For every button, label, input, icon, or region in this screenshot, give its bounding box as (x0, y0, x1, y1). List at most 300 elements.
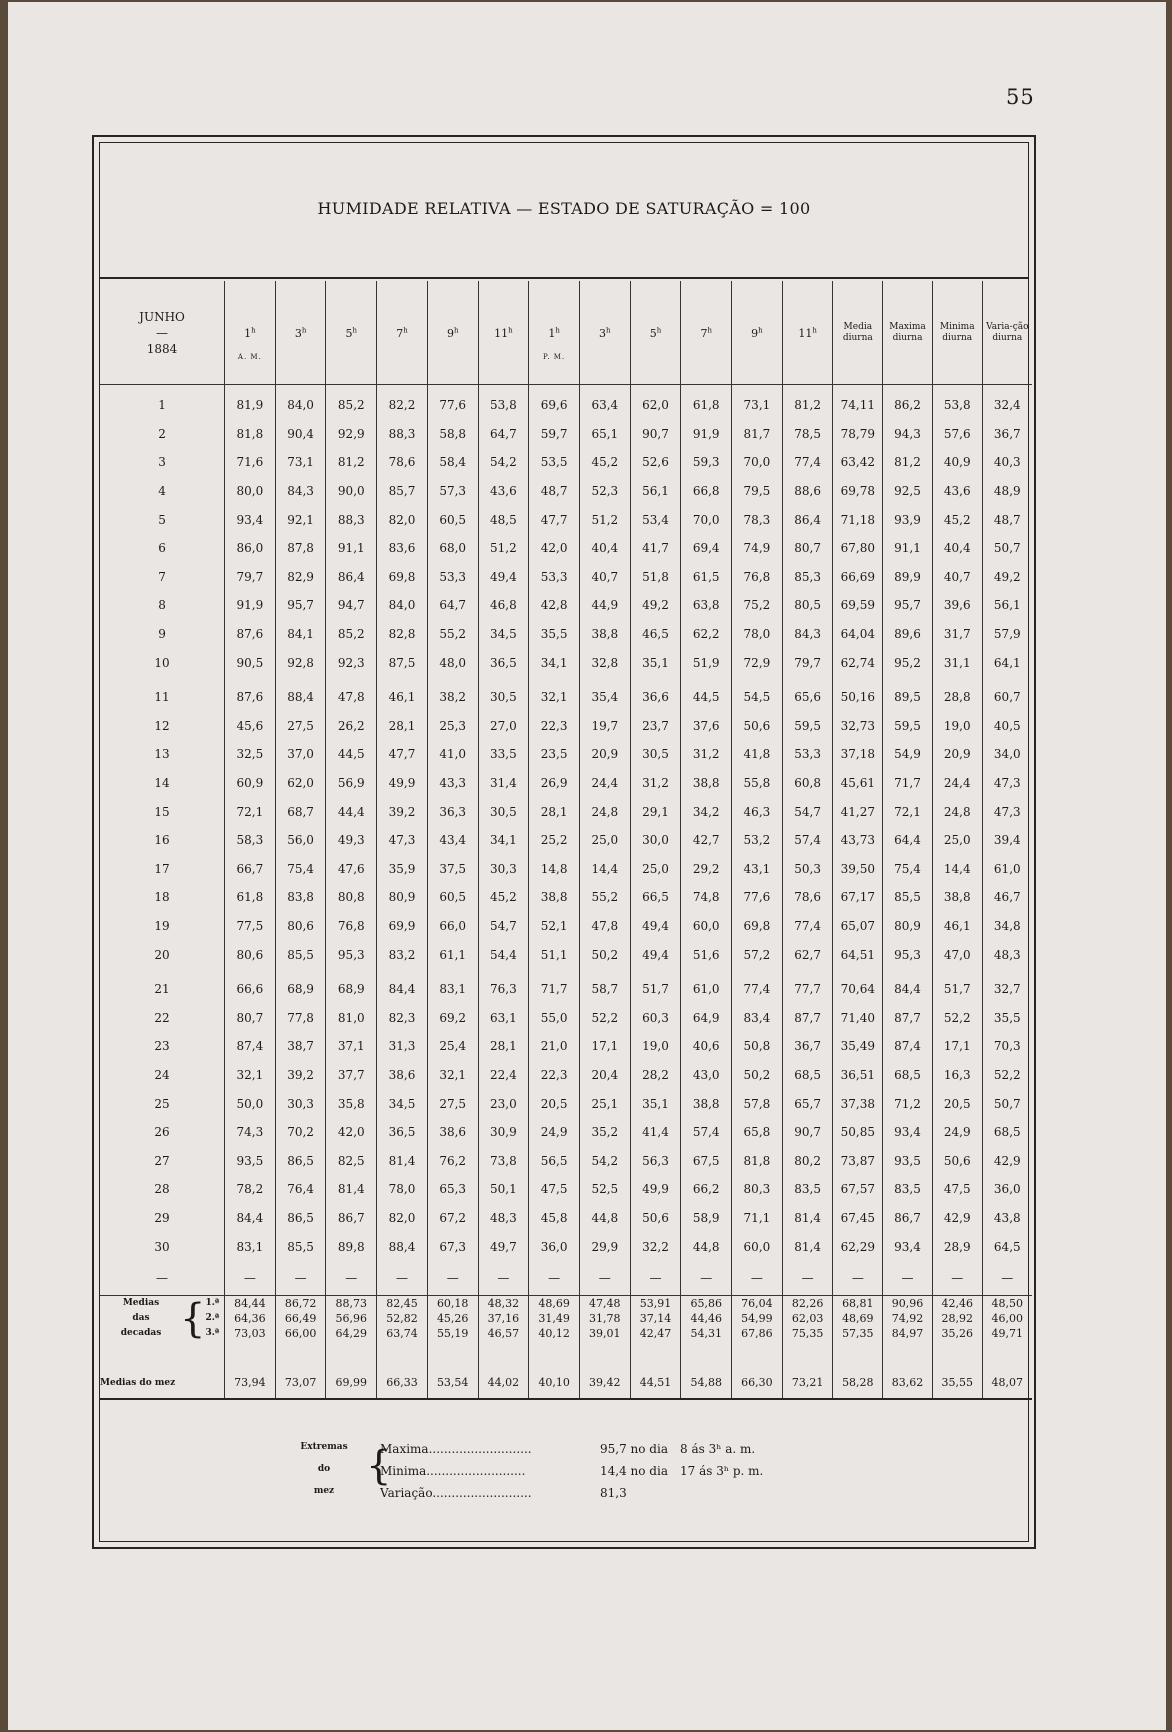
table-row (100, 1175, 1032, 1204)
hour-header (377, 281, 428, 385)
value-cell: 34,5 (377, 1089, 428, 1118)
hour-label: 1$^h$ (244, 325, 256, 340)
value-cell: 68,9 (326, 975, 377, 1004)
extreme-name: Minima.......................... (380, 1464, 526, 1478)
value-cell: 93,4 (883, 1232, 933, 1261)
spacer-cell (932, 1342, 982, 1368)
value-cell: 78,5 (782, 420, 833, 449)
dash-cell: — (275, 1261, 326, 1296)
day-cell: 5 (158, 512, 166, 527)
value-cell: 50,85 (833, 1118, 883, 1147)
decade-mean-cell (478, 1295, 529, 1342)
value-cell: 59,3 (681, 448, 732, 477)
value-cell: 87,6 (225, 620, 276, 649)
dash-cell: — (982, 1261, 1032, 1296)
value-cell: 40,6 (681, 1032, 732, 1061)
year-label: 1884 (146, 341, 178, 356)
value-cell: 60,5 (427, 883, 478, 912)
value-cell: 55,0 (529, 1003, 580, 1032)
value-cell: 91,1 (326, 534, 377, 563)
table-row (100, 797, 1032, 826)
value-cell: 95,7 (275, 591, 326, 620)
value-cell: 34,5 (478, 620, 529, 649)
value-cell: 14,4 (932, 855, 982, 884)
hour-label: 9$^h$ (446, 325, 459, 340)
day-cell: 7 (158, 569, 166, 584)
hour-header (326, 281, 377, 385)
decade-mean-cell (529, 1295, 580, 1342)
value-cell: 32,1 (529, 683, 580, 712)
value-cell: 29,2 (681, 855, 732, 884)
value-cell: 81,4 (782, 1232, 833, 1261)
value-cell: 45,61 (833, 769, 883, 798)
value-cell: 53,4 (630, 505, 681, 534)
decade-mean-value: 54,99 (741, 1312, 773, 1326)
value-cell: 17,1 (579, 1032, 630, 1061)
value-cell: 80,0 (225, 477, 276, 506)
value-cell: 23,0 (478, 1089, 529, 1118)
day-cell: 12 (154, 718, 170, 733)
value-cell: 43,0 (681, 1061, 732, 1090)
decade-mean-value: 31,78 (589, 1312, 621, 1326)
value-cell: 40,9 (932, 448, 982, 477)
hour-header (478, 281, 529, 385)
day-cell: 1 (158, 398, 166, 413)
value-cell: 53,2 (732, 826, 783, 855)
value-cell: 50,1 (478, 1175, 529, 1204)
value-cell: 91,9 (681, 420, 732, 449)
value-cell: 52,5 (579, 1175, 630, 1204)
value-cell: 88,3 (377, 420, 428, 449)
value-cell: 59,7 (529, 420, 580, 449)
value-cell: 32,1 (427, 1061, 478, 1090)
value-cell: 68,5 (982, 1118, 1032, 1147)
value-cell: 78,6 (377, 448, 428, 477)
value-cell: 83,4 (732, 1003, 783, 1032)
value-cell: 34,1 (478, 826, 529, 855)
value-cell: 45,2 (478, 883, 529, 912)
value-cell: 47,7 (529, 505, 580, 534)
value-cell: 90,5 (225, 648, 276, 677)
value-cell: 87,6 (225, 683, 276, 712)
value-cell: 56,5 (529, 1146, 580, 1175)
value-cell: 51,1 (529, 940, 580, 969)
value-cell: 62,2 (681, 620, 732, 649)
hour-header (630, 281, 681, 385)
value-cell: 65,7 (782, 1089, 833, 1118)
value-cell: 35,1 (630, 648, 681, 677)
value-cell: 36,0 (982, 1175, 1032, 1204)
value-cell: 78,0 (732, 620, 783, 649)
value-cell: 47,3 (982, 769, 1032, 798)
value-cell: 73,1 (275, 448, 326, 477)
decade-mean-value: 90,96 (891, 1297, 924, 1311)
value-cell: 35,49 (833, 1032, 883, 1061)
value-cell: 40,4 (579, 534, 630, 563)
value-cell: 84,1 (275, 620, 326, 649)
value-cell: 26,2 (326, 712, 377, 741)
value-cell: 46,8 (478, 591, 529, 620)
value-cell: 49,4 (478, 563, 529, 592)
value-cell: 47,3 (377, 826, 428, 855)
day-cell: 28 (154, 1182, 170, 1197)
day-cell: 25 (154, 1096, 170, 1111)
value-cell: 41,8 (732, 740, 783, 769)
value-cell: 40,4 (932, 534, 982, 563)
month-mean-cell: 58,28 (833, 1368, 883, 1399)
extremes-label-2: do (317, 1464, 331, 1474)
stat-header (932, 281, 982, 385)
value-cell: 68,7 (275, 797, 326, 826)
dash-cell: — (782, 1261, 833, 1296)
value-cell: 77,5 (225, 912, 276, 941)
dash-cell: — (833, 1261, 883, 1296)
value-cell: 85,5 (275, 1232, 326, 1261)
value-cell: 63,8 (681, 591, 732, 620)
value-cell: 71,6 (225, 448, 276, 477)
day-cell: 16 (154, 833, 170, 848)
value-cell: 55,2 (427, 620, 478, 649)
value-cell: 42,8 (529, 591, 580, 620)
table-row (100, 1089, 1032, 1118)
extreme-value: 81,3 (600, 1486, 627, 1500)
value-cell: 48,7 (529, 477, 580, 506)
value-cell: 35,5 (982, 1003, 1032, 1032)
title-divider (100, 277, 1028, 279)
value-cell: 14,8 (529, 855, 580, 884)
decade-mean-value: 63,74 (386, 1327, 418, 1341)
value-cell: 38,2 (427, 683, 478, 712)
decade-mean-cell (732, 1295, 783, 1342)
decade-mean-value: 28,92 (941, 1312, 973, 1326)
value-cell: 95,7 (883, 591, 933, 620)
value-cell: 69,8 (732, 912, 783, 941)
value-cell: 69,2 (427, 1003, 478, 1032)
value-cell: 51,9 (681, 648, 732, 677)
decade-ordinal: 2.ª (205, 1313, 220, 1324)
value-cell: 80,9 (377, 883, 428, 912)
day-cell: 29 (154, 1210, 170, 1225)
decade-mean-value: 37,14 (639, 1312, 672, 1326)
dash-cell: — (377, 1261, 428, 1296)
spacer-cell (275, 1342, 326, 1368)
value-cell: 82,5 (326, 1146, 377, 1175)
value-cell: 77,4 (782, 448, 833, 477)
value-cell: 50,6 (932, 1146, 982, 1175)
value-cell: 34,0 (982, 740, 1032, 769)
value-cell: 61,0 (982, 855, 1032, 884)
value-cell: 72,9 (732, 648, 783, 677)
value-cell: 37,1 (326, 1032, 377, 1061)
value-cell: 86,5 (275, 1146, 326, 1175)
value-cell: 71,7 (529, 975, 580, 1004)
value-cell: 88,4 (377, 1232, 428, 1261)
value-cell: 25,4 (427, 1032, 478, 1061)
value-cell: 52,2 (932, 1003, 982, 1032)
value-cell: 53,3 (782, 740, 833, 769)
value-cell: 78,6 (782, 883, 833, 912)
value-cell: 37,38 (833, 1089, 883, 1118)
value-cell: 34,1 (529, 648, 580, 677)
value-cell: 25,0 (579, 826, 630, 855)
value-cell: 44,9 (579, 591, 630, 620)
value-cell: 49,7 (478, 1232, 529, 1261)
decade-mean-value: 82,45 (386, 1297, 418, 1311)
value-cell: 47,5 (529, 1175, 580, 1204)
value-cell: 56,1 (982, 591, 1032, 620)
value-cell: 46,3 (732, 797, 783, 826)
value-cell: 22,4 (478, 1061, 529, 1090)
value-cell: 52,2 (579, 1003, 630, 1032)
value-cell: 70,3 (982, 1032, 1032, 1061)
value-cell: 95,3 (326, 940, 377, 969)
value-cell: 48,9 (982, 477, 1032, 506)
day-cell: 23 (154, 1039, 170, 1054)
value-cell: 20,9 (579, 740, 630, 769)
value-cell: 46,1 (932, 912, 982, 941)
decade-mean-cell (982, 1295, 1032, 1342)
value-cell: 78,79 (833, 420, 883, 449)
decade-mean-cell (225, 1295, 276, 1342)
value-cell: 34,2 (681, 797, 732, 826)
value-cell: 48,5 (478, 505, 529, 534)
table-row (100, 1003, 1032, 1032)
spacer-cell (478, 1342, 529, 1368)
value-cell: 72,1 (883, 797, 933, 826)
value-cell: 80,7 (225, 1003, 276, 1032)
value-cell: 24,4 (579, 769, 630, 798)
value-cell: 38,7 (275, 1032, 326, 1061)
value-cell: 46,7 (982, 883, 1032, 912)
value-cell: 32,7 (982, 975, 1032, 1004)
spacer-cell (883, 1342, 933, 1368)
day-cell: 26 (154, 1125, 170, 1140)
dash-cell: — (579, 1261, 630, 1296)
value-cell: 43,3 (427, 769, 478, 798)
value-cell: 43,1 (732, 855, 783, 884)
value-cell: 30,5 (478, 683, 529, 712)
day-cell: 8 (158, 598, 166, 613)
decade-mean-value: 42,46 (941, 1297, 973, 1311)
value-cell: 53,3 (427, 563, 478, 592)
value-cell: 45,6 (225, 712, 276, 741)
value-cell: 31,4 (478, 769, 529, 798)
value-cell: 50,0 (225, 1089, 276, 1118)
value-cell: 31,7 (932, 620, 982, 649)
table-row (100, 769, 1032, 798)
value-cell: 84,4 (225, 1204, 276, 1233)
table-row (100, 883, 1032, 912)
value-cell: 89,9 (883, 563, 933, 592)
value-cell: 37,5 (427, 855, 478, 884)
value-cell: 84,0 (275, 391, 326, 420)
stat-header (833, 281, 883, 385)
month-mean-cell: 83,62 (883, 1368, 933, 1399)
value-cell: 51,2 (579, 505, 630, 534)
value-cell: 87,5 (377, 648, 428, 677)
value-cell: 80,8 (326, 883, 377, 912)
value-cell: 26,9 (529, 769, 580, 798)
value-cell: 23,5 (529, 740, 580, 769)
value-cell: 28,1 (529, 797, 580, 826)
extreme-value: 14,4 no dia (600, 1464, 668, 1478)
value-cell: 50,7 (982, 534, 1032, 563)
spacer-cell (630, 1342, 681, 1368)
value-cell: 77,6 (427, 391, 478, 420)
value-cell: 39,2 (377, 797, 428, 826)
value-cell: 30,3 (478, 855, 529, 884)
hour-label: 5$^h$ (649, 325, 662, 340)
value-cell: 40,7 (579, 563, 630, 592)
value-cell: 24,9 (932, 1118, 982, 1147)
table-row (100, 1032, 1032, 1061)
value-cell: 75,4 (883, 855, 933, 884)
value-cell: 48,0 (427, 648, 478, 677)
decade-mean-value: 47,48 (589, 1297, 621, 1311)
table-row (100, 391, 1032, 420)
decade-mean-value: 82,26 (791, 1297, 824, 1311)
value-cell: 32,8 (579, 648, 630, 677)
value-cell: 43,73 (833, 826, 883, 855)
extremes-label-1: Extremas (300, 1442, 348, 1452)
table-row (100, 1118, 1032, 1147)
decade-mean-cell (681, 1295, 732, 1342)
table-row (100, 712, 1032, 741)
stat-label: Media diurna (842, 321, 873, 343)
decade-mean-value: 55,19 (436, 1327, 469, 1341)
value-cell: 92,1 (275, 505, 326, 534)
decade-mean-value: 84,97 (891, 1327, 924, 1341)
value-cell: 44,8 (681, 1232, 732, 1261)
value-cell: 92,3 (326, 648, 377, 677)
value-cell: 74,8 (681, 883, 732, 912)
value-cell: 37,18 (833, 740, 883, 769)
value-cell: 42,0 (529, 534, 580, 563)
value-cell: 49,4 (630, 940, 681, 969)
dash-cell: — (681, 1261, 732, 1296)
stat-header (883, 281, 933, 385)
stat-label: Minima diurna (939, 321, 975, 343)
value-cell: 57,8 (732, 1089, 783, 1118)
month-mean-cell: 44,51 (630, 1368, 681, 1399)
decade-brace: { (180, 1295, 206, 1342)
month-mean-cell: 66,30 (732, 1368, 783, 1399)
value-cell: 41,7 (630, 534, 681, 563)
day-cell: 22 (154, 1010, 170, 1025)
value-cell: 87,4 (883, 1032, 933, 1061)
day-cell: 21 (154, 982, 170, 997)
value-cell: 80,5 (782, 591, 833, 620)
value-cell: 54,2 (579, 1146, 630, 1175)
month-label: JUNHO (139, 309, 185, 324)
value-cell: 91,1 (883, 534, 933, 563)
value-cell: 76,8 (732, 563, 783, 592)
value-cell: 60,0 (681, 912, 732, 941)
value-cell: 28,1 (377, 712, 428, 741)
value-cell: 62,0 (630, 391, 681, 420)
value-cell: 80,3 (732, 1175, 783, 1204)
month-mean-cell: 40,10 (529, 1368, 580, 1399)
value-cell: 73,1 (732, 391, 783, 420)
value-cell: 38,6 (377, 1061, 428, 1090)
value-cell: 82,0 (377, 505, 428, 534)
decade-mean-value: 66,49 (284, 1312, 317, 1326)
value-cell: 27,5 (427, 1089, 478, 1118)
decade-mean-value: 56,96 (335, 1312, 368, 1326)
extreme-name: Variação.......................... (380, 1486, 532, 1500)
value-cell: 86,4 (326, 563, 377, 592)
value-cell: 66,6 (225, 975, 276, 1004)
month-mean-cell: 73,94 (225, 1368, 276, 1399)
value-cell: 83,2 (377, 940, 428, 969)
value-cell: 81,8 (732, 1146, 783, 1175)
value-cell: 49,2 (630, 591, 681, 620)
value-cell: 60,7 (982, 683, 1032, 712)
decade-mean-cell (326, 1295, 377, 1342)
value-cell: 19,0 (630, 1032, 681, 1061)
decade-mean-value: 65,86 (690, 1297, 722, 1311)
value-cell: 60,9 (225, 769, 276, 798)
decade-mean-value: 57,35 (842, 1327, 874, 1341)
value-cell: 40,7 (932, 563, 982, 592)
value-cell: 69,4 (681, 534, 732, 563)
value-cell: 65,07 (833, 912, 883, 941)
month-header (100, 281, 225, 385)
day-cell: 11 (154, 690, 170, 705)
month-mean-cell: 54,88 (681, 1368, 732, 1399)
decade-mean-value: 67,86 (741, 1327, 773, 1341)
value-cell: 49,9 (630, 1175, 681, 1204)
value-cell: 95,2 (883, 648, 933, 677)
decade-mean-value: 46,57 (487, 1327, 520, 1341)
value-cell: 60,5 (427, 505, 478, 534)
value-cell: 80,6 (225, 940, 276, 969)
value-cell: 66,0 (427, 912, 478, 941)
value-cell: 42,9 (932, 1204, 982, 1233)
spacer-cell (427, 1342, 478, 1368)
decade-mean-value: 74,92 (891, 1312, 924, 1326)
header-row (100, 281, 1032, 385)
extreme-name: Maxima........................... (380, 1442, 532, 1456)
value-cell: 38,8 (579, 620, 630, 649)
value-cell: 47,8 (579, 912, 630, 941)
value-cell: 53,3 (529, 563, 580, 592)
value-cell: 27,0 (478, 712, 529, 741)
value-cell: 83,1 (427, 975, 478, 1004)
day-cell: 2 (158, 426, 166, 441)
value-cell: 88,3 (326, 505, 377, 534)
value-cell: 28,8 (932, 683, 982, 712)
table-row (100, 740, 1032, 769)
table-row (100, 448, 1032, 477)
value-cell: 45,8 (529, 1204, 580, 1233)
value-cell: 55,2 (579, 883, 630, 912)
decade-mean-value: 52,82 (386, 1312, 418, 1326)
value-cell: 54,5 (732, 683, 783, 712)
value-cell: 80,2 (782, 1146, 833, 1175)
extremes-label-3: mez (313, 1486, 335, 1496)
value-cell: 35,1 (630, 1089, 681, 1118)
decade-mean-value: 48,69 (538, 1297, 570, 1311)
value-cell: 36,5 (377, 1118, 428, 1147)
value-cell: 61,8 (681, 391, 732, 420)
value-cell: 36,7 (782, 1032, 833, 1061)
value-cell: 82,3 (377, 1003, 428, 1032)
spacer-cell (579, 1342, 630, 1368)
value-cell: 58,8 (427, 420, 478, 449)
dash-cell: — (529, 1261, 580, 1296)
value-cell: 77,4 (782, 912, 833, 941)
